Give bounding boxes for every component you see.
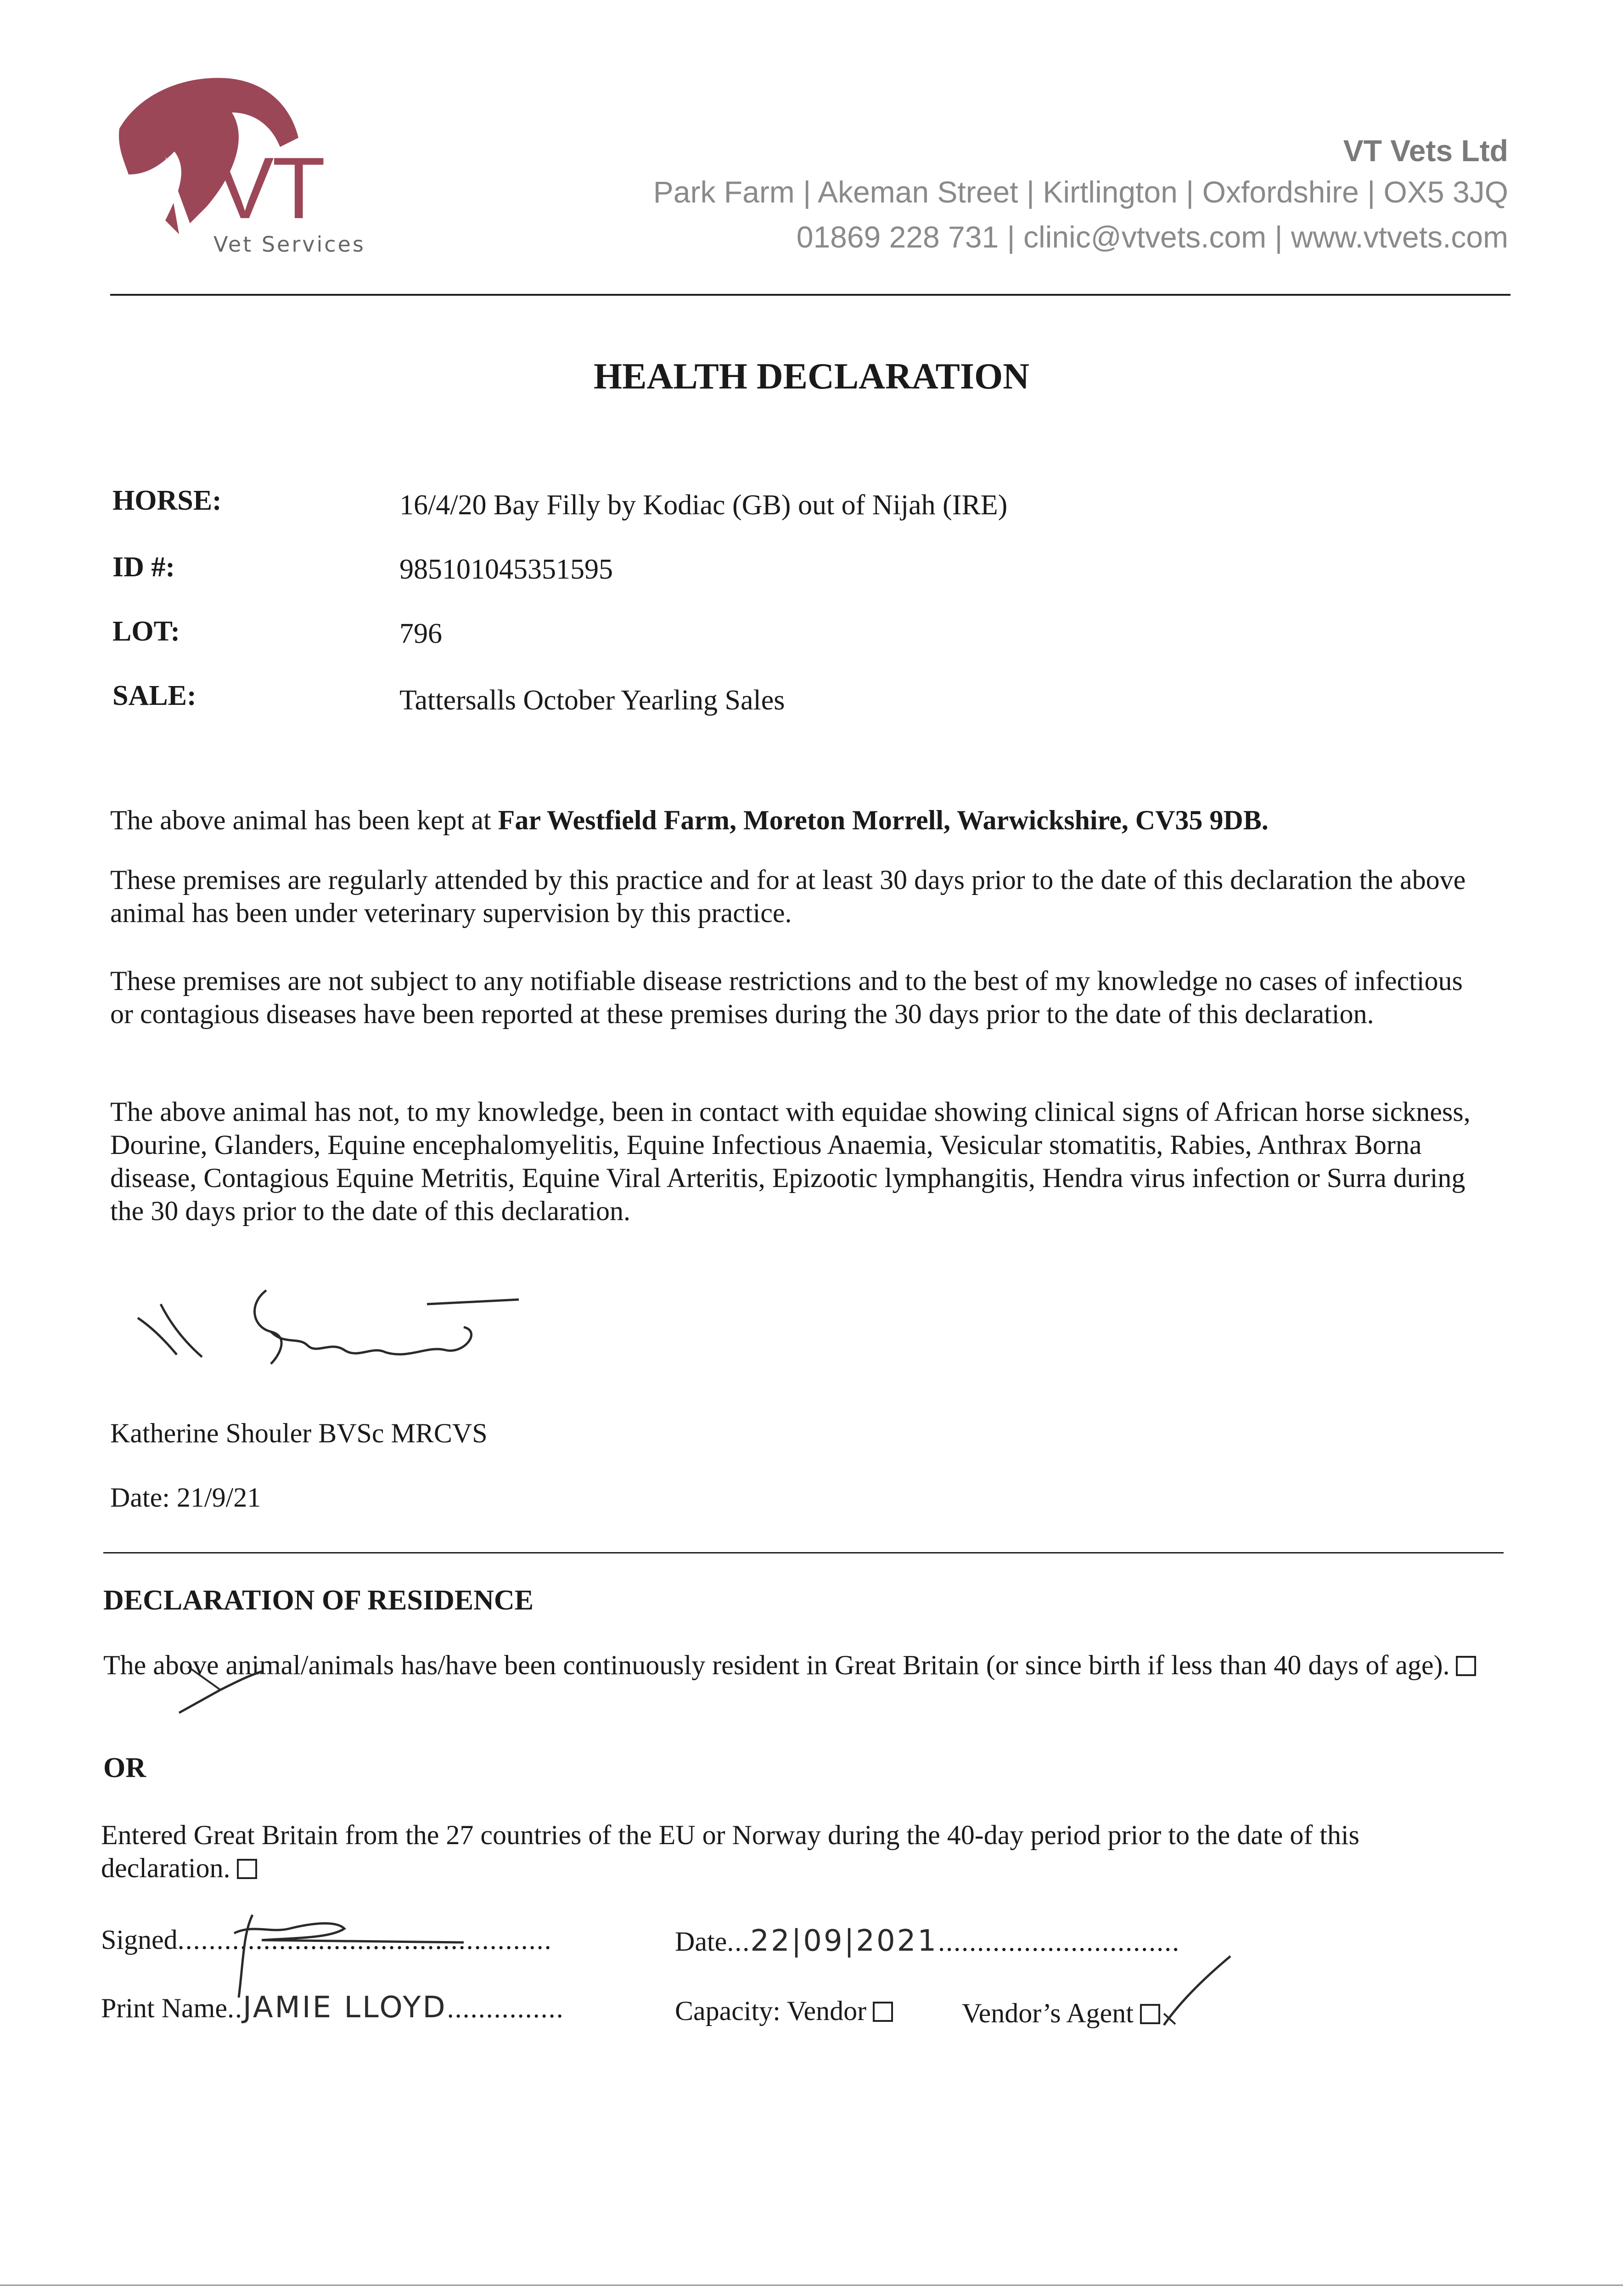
logo-subtitle: Vet Services <box>213 232 365 257</box>
date-value: 22|09|2021 <box>750 1924 938 1958</box>
print-name-dots: ............... <box>447 1993 564 2023</box>
vendor-agent-checkmark-icon <box>1162 1919 1235 2039</box>
residence-option-1-text: The above animal/animals has/have been continuously resident in Great Britain (or since birth if less than 40 days of age). <box>103 1650 1450 1680</box>
company-contact: 01869 228 731 | clinic@vtvets.com | www.vtvets.com <box>796 220 1508 254</box>
vendor-checkbox[interactable] <box>873 2002 893 2022</box>
signed-dots: ................................................ <box>177 1925 552 1955</box>
vet-signature <box>133 1277 537 1382</box>
signed-label: Signed <box>101 1925 178 1955</box>
section-divider <box>103 1552 1504 1553</box>
lot-label: LOT: <box>112 616 180 647</box>
horse-label: HORSE: <box>112 485 222 516</box>
company-address: Park Farm | Akeman Street | Kirtlington | Oxfordshire | OX5 3JQ <box>653 175 1508 209</box>
page-title: HEALTH DECLARATION <box>593 356 1030 397</box>
print-name-label: Print Name <box>101 1993 227 2023</box>
kept-at-paragraph <box>110 804 1488 837</box>
lot-value: 796 <box>399 618 442 649</box>
vet-date: Date: 21/9/21 <box>110 1482 261 1513</box>
resident-checkbox[interactable] <box>1456 1656 1476 1676</box>
print-name-value: JAMIE LLOYD <box>242 1991 447 2025</box>
contact-paragraph: The above animal has not, to my knowledge, been in contact with equidae showing clinical signs of African horse sickness, Dourine, Glanders, Equine encephalomyelitis, Equine Infectious Anaemia, Vesicular stomatitis, Rabies, Anthrax Borna disease, Contagious Equine Metritis, Equine Viral Arteritis, Epizootic lymphangitis, Hendra virus infection or Surra during the 30 days prior to the date of this declaration. <box>110 1097 1471 1226</box>
entered-gb-checkbox[interactable] <box>237 1859 257 1879</box>
horse-value: 16/4/20 Bay Filly by Kodiac (GB) out of Nijah (IRE) <box>399 490 1008 521</box>
kept-at-prefix: The above animal has been kept at <box>110 805 498 835</box>
resident-checkmark-icon <box>165 1649 349 1722</box>
capacity-line <box>675 1995 893 2027</box>
print-name-line: Print Name..JAMIE LLOYD............... <box>101 1991 564 2025</box>
capacity-label: Capacity: Vendor <box>675 1996 867 2026</box>
residence-title: DECLARATION OF RESIDENCE <box>103 1585 534 1616</box>
sale-label: SALE: <box>112 680 197 711</box>
company-name: VT Vets Ltd <box>1343 134 1508 168</box>
sale-value: Tattersalls October Yearling Sales <box>399 685 785 716</box>
id-value: 985101045351595 <box>399 554 613 585</box>
company-logo <box>110 69 367 262</box>
header-divider <box>110 294 1511 296</box>
residence-option-2-text: Entered Great Britain from the 27 countries of the EU or Norway during the 40-day period prior to the date of this declaration. <box>101 1820 1359 1883</box>
date-dots: ............................... <box>938 1926 1180 1957</box>
or-label: OR <box>103 1752 146 1784</box>
page-bottom-edge <box>0 2285 1623 2286</box>
date-label: Date <box>675 1926 727 1957</box>
vet-name: Katherine Shouler BVSc MRCVS <box>110 1418 488 1448</box>
vendor-agent-label: Vendor’s Agent <box>962 1998 1134 2028</box>
vendor-agent-line <box>962 1998 1160 2029</box>
vendor-agent-checkbox[interactable] <box>1140 2004 1160 2024</box>
supervision-paragraph: These premises are regularly attended by this practice and for at least 30 days prior to the date of this declaration the above animal has been under veterinary supervision by this practice. <box>110 865 1466 928</box>
residence-option-2 <box>101 1818 1478 1885</box>
disease-paragraph: These premises are not subject to any notifiable disease restrictions and to the best of my knowledge no cases of infectious or contagious diseases have been reported at these premises during the 30 days prior to the date of this declaration. <box>110 966 1463 1029</box>
logo-letters: VT <box>216 140 324 237</box>
date-line: Date...22|09|2021............................... <box>675 1924 1180 1958</box>
id-label: ID #: <box>112 551 175 583</box>
kept-at-location: Far Westfield Farm, Moreton Morrell, Warwickshire, CV35 9DB. <box>498 805 1269 835</box>
